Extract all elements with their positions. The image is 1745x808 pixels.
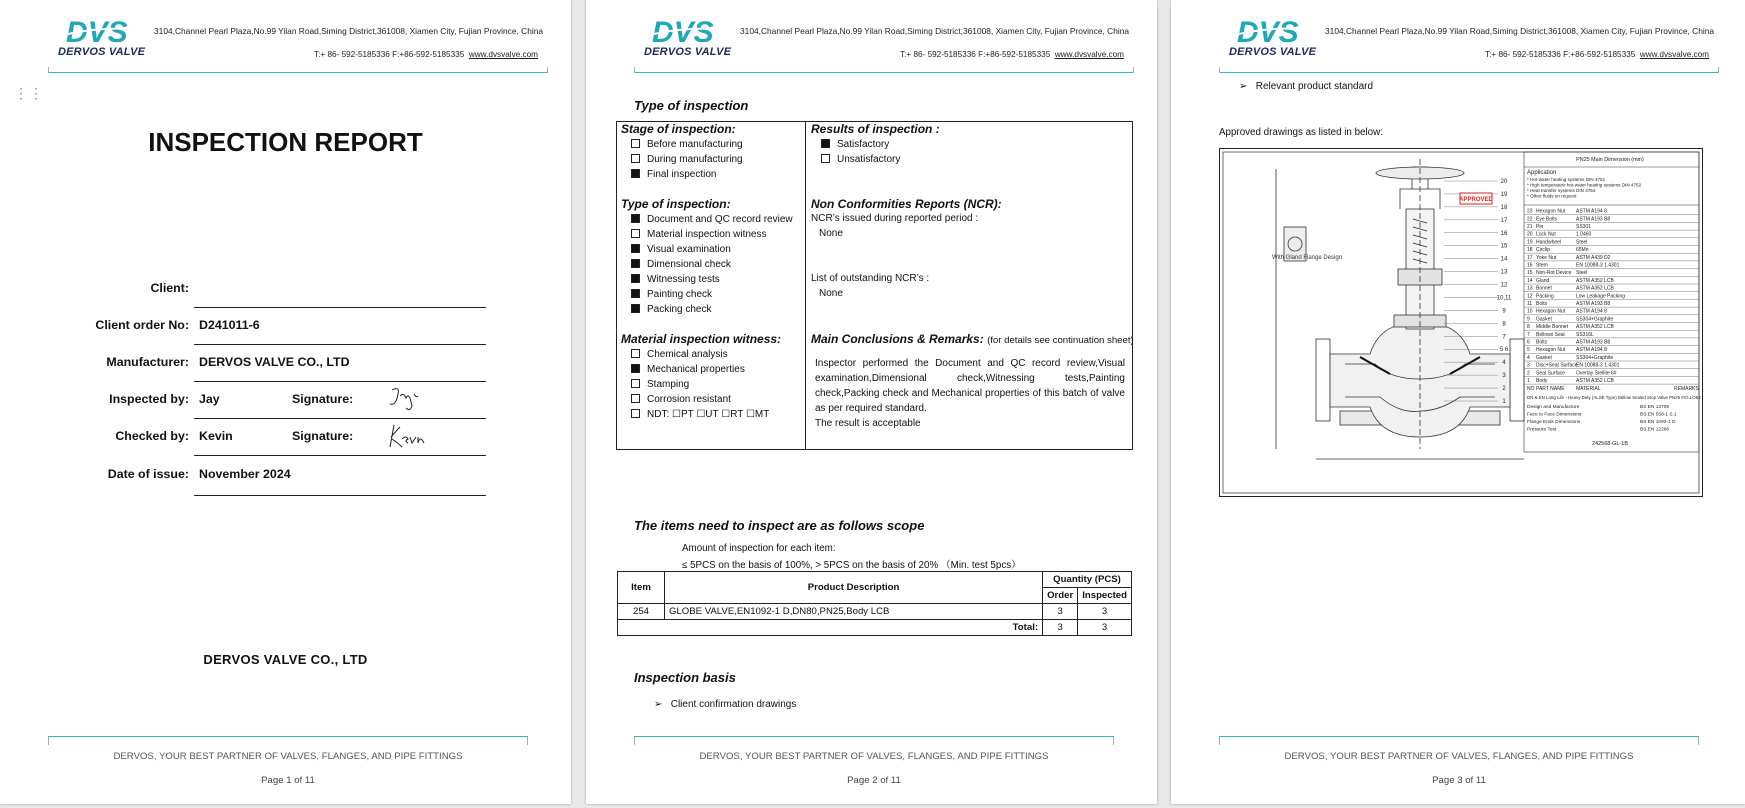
checkbox-icon: [631, 139, 640, 148]
drawing-number: 242568-GL-1B: [1591, 441, 1629, 447]
signature-label: Signature:: [292, 429, 354, 443]
part-number: 10: [1527, 308, 1533, 315]
part-number: 1: [1527, 378, 1530, 384]
signature-label: Signature:: [292, 392, 354, 406]
client-label: Client:: [150, 281, 189, 295]
part-material: Steel: [1576, 270, 1588, 277]
part-material: 1.0460: [1576, 231, 1592, 238]
parts-header-name: PART NAME: [1536, 386, 1565, 393]
part-number: 21: [1527, 224, 1533, 230]
footer-divider: [634, 736, 1114, 737]
svg-text:DVS: DVS: [652, 16, 714, 46]
company-address: 3104,Channel Pearl Plaza,No.99 Yilan Road,Siming District,361008, Xiamen City, Fujian Province, China: [1325, 26, 1715, 36]
part-name: Bellows Seal: [1536, 331, 1565, 338]
dvs-logo-mark: [650, 16, 730, 46]
spec-value: BS EN 12266: [1640, 427, 1670, 433]
callout-number: 14: [1500, 256, 1508, 263]
part-name: Packing: [1536, 293, 1554, 300]
part-name: Hexagon Nut: [1536, 308, 1566, 315]
dvs-logo-mark: [1235, 16, 1315, 46]
dimension-table-title: PN25 Main Dimension (mm): [1576, 157, 1644, 163]
part-number: 5: [1527, 347, 1530, 354]
part-material: ASTM A193 B8: [1576, 216, 1611, 223]
checkbox-icon: [631, 394, 640, 403]
company-address: 3104,Channel Pearl Plaza,No.99 Yilan Road,Siming District,361008, Xiamen City, Fujian Province, China: [740, 26, 1130, 36]
spec-label: Design and Manufacture: [1527, 405, 1580, 411]
page-header: [58, 14, 544, 76]
amount-label: Amount of inspection for each item:: [682, 543, 836, 554]
footer-slogan: DERVOS, YOUR BEST PARTNER OF VALVES, FLANGES, AND PIPE FITTINGS: [113, 751, 463, 762]
part-name: Eye Bolts: [1536, 216, 1558, 223]
part-material: SS301: [1576, 224, 1592, 230]
conclusion-title: Main Conclusions & Remarks: (for details see continuation sheet): [811, 332, 1134, 346]
col-description: Product Description: [665, 572, 1043, 604]
part-number: 23: [1527, 208, 1533, 215]
part-name: Non-Rot Device: [1536, 270, 1572, 277]
page-footer: [634, 736, 1114, 796]
order-row: [0, 318, 571, 354]
part-material: ASTM A352 LCB: [1576, 277, 1614, 284]
part-material: ASTM A193 B8: [1576, 301, 1611, 307]
results-title: Results of inspection :: [811, 122, 940, 136]
field-underline: [194, 307, 486, 308]
drawings-intro: Approved drawings as listed in below:: [1219, 127, 1383, 138]
company-name: DERVOS VALVE CO., LTD: [203, 652, 368, 667]
part-name: Hexagon Nut: [1536, 208, 1566, 215]
callout-number: 10,11: [1496, 295, 1512, 302]
part-name: Bonnet: [1536, 285, 1552, 292]
company-contact: T:+ 86- 592-5185336 F:+86-592-5185335 www.dvsvalve.com: [900, 50, 1124, 59]
part-number: 13: [1527, 285, 1533, 292]
part-name: Pin: [1536, 224, 1544, 230]
part-name: Circlip: [1536, 247, 1550, 254]
checkbox-satisfactory[interactable]: Satisfactory: [821, 138, 889, 152]
website-link[interactable]: www.dvsvalve.com: [468, 50, 538, 59]
checkbox-checked-icon: [631, 364, 640, 373]
part-name: Stem: [1536, 262, 1548, 269]
checkbox-packing-check[interactable]: Packing check: [631, 303, 711, 317]
part-number: 20: [1527, 231, 1533, 238]
part-material: EN 10088-3 1.4301: [1576, 362, 1620, 369]
part-material: Steel: [1576, 239, 1588, 246]
brand-name: DERVOS VALVE: [644, 46, 732, 58]
part-number: 19: [1527, 239, 1533, 246]
checked-row: [0, 429, 571, 465]
column-divider: [805, 122, 806, 449]
spec-value: BS EN 13709: [1640, 405, 1670, 411]
checkbox-icon: [631, 349, 640, 358]
header-divider: [634, 72, 1134, 73]
part-material: ASTM A439 D2: [1576, 254, 1611, 261]
part-number: 11: [1527, 301, 1533, 307]
spec-label: Pressure Test: [1527, 427, 1557, 433]
checkbox-final-inspection[interactable]: Final inspection: [631, 168, 716, 182]
checkbox-icon: [631, 379, 640, 388]
col-item: Item: [618, 572, 665, 604]
part-material: ASTM A352 LCB: [1576, 285, 1614, 292]
checkbox-checked-icon: [631, 169, 640, 178]
order-label: Client order No:: [95, 318, 189, 332]
section-title-type-of-inspection: Type of inspection: [634, 98, 749, 113]
part-material: ASTM A352 LCB: [1576, 324, 1614, 331]
checkbox-material-witness[interactable]: Material inspection witness: [631, 228, 767, 242]
application-title: Application: [1527, 170, 1557, 176]
checkbox-checked-icon: [631, 214, 640, 223]
basis-item: ➢ Client confirmation drawings: [654, 699, 797, 710]
scope-table: [617, 571, 1132, 636]
col-inspected: Inspected: [1078, 588, 1132, 604]
checkbox-corrosion-resistant[interactable]: Corrosion resistant: [631, 393, 731, 407]
spec-value: BS EN 1092-1 D: [1640, 420, 1676, 426]
page-3: [1171, 0, 1745, 804]
part-number: 7: [1527, 331, 1530, 338]
footer-divider: [1219, 736, 1699, 737]
part-number: 17: [1527, 254, 1533, 261]
part-name: Bolts: [1536, 339, 1548, 346]
inspected-value: Jay: [199, 392, 220, 406]
page-number: Page 3 of 11: [1432, 775, 1486, 786]
checkbox-checked-icon: [631, 274, 640, 283]
checkbox-dimensional-check[interactable]: Dimensional check: [631, 258, 731, 272]
part-number: 16: [1527, 262, 1533, 269]
part-name: Middle Bonnet: [1536, 324, 1568, 331]
page-header: [1229, 14, 1715, 76]
company-logo: [1229, 14, 1321, 64]
manufacturer-row: [0, 355, 571, 391]
part-number: 14: [1527, 277, 1533, 284]
checkbox-checked-icon: [821, 139, 830, 148]
part-name: Lock Nut: [1536, 231, 1556, 238]
ncr-issued-label: NCR’s issued during reported period :: [811, 213, 979, 224]
part-material: ASTM A193 B8: [1576, 339, 1611, 346]
spec-list: [1527, 395, 1701, 433]
page-number: Page 2 of 11: [847, 775, 901, 786]
callout-number: 2: [1502, 386, 1506, 393]
type-title: Type of inspection:: [621, 197, 731, 211]
checkbox-painting-check[interactable]: Painting check: [631, 288, 712, 302]
part-number: 12: [1527, 293, 1533, 300]
footer-slogan: DERVOS, YOUR BEST PARTNER OF VALVES, FLANGES, AND PIPE FITTINGS: [699, 751, 1049, 762]
brand-name: DERVOS VALVE: [1229, 46, 1317, 58]
callout-number: 19: [1500, 191, 1508, 198]
manufacturer-value: DERVOS VALVE CO., LTD: [199, 355, 350, 369]
part-name: Disc+Seat Surface: [1536, 362, 1578, 369]
checkbox-witnessing-tests[interactable]: Witnessing tests: [631, 273, 720, 287]
checkbox-before-manufacturing[interactable]: Before manufacturing: [631, 138, 743, 152]
report-title: INSPECTION REPORT: [148, 127, 423, 157]
part-material: SS316L: [1576, 331, 1594, 338]
part-material: 65Mn: [1576, 247, 1589, 254]
drag-handle-icon[interactable]: ⋮⋮: [14, 85, 44, 101]
part-number: 9: [1527, 316, 1530, 323]
order-value: D241011-6: [199, 318, 260, 332]
parts-header-no: NO: [1527, 386, 1535, 393]
callout-number: 16: [1500, 230, 1508, 237]
table-row: 254 GLOBE VALVE,EN1092-1 D,DN80,PN25,Body LCB 3 3: [618, 604, 1132, 620]
svg-text:APPROVED: APPROVED: [1459, 197, 1493, 203]
spec-label: Flange Ends Dimensions: [1527, 420, 1581, 426]
ncr-title: Non Conformities Reports (NCR):: [811, 197, 1002, 211]
website-link[interactable]: www.dvsvalve.com: [1054, 50, 1124, 59]
checkbox-mechanical-properties[interactable]: Mechanical properties: [631, 363, 745, 377]
spec-value: BS EN 558-1 S.1: [1640, 412, 1677, 418]
section-title-scope: The items need to inspect are as follows scope: [634, 518, 925, 533]
checkbox-checked-icon: [631, 244, 640, 253]
approved-stamp: [1459, 193, 1493, 204]
part-name: Gasket: [1536, 354, 1552, 361]
callout-number: 8: [1502, 321, 1506, 328]
part-material: EN 10088-3 1.4301: [1576, 262, 1620, 269]
checked-value: Kevin: [199, 429, 233, 443]
field-underline: [194, 495, 486, 496]
part-name: Body: [1536, 378, 1548, 384]
part-name: Gland: [1536, 277, 1550, 284]
parts-header-remarks: REMARKS: [1674, 386, 1699, 393]
gland-flange-label: With Gland Flange Design: [1272, 255, 1343, 261]
part-number: 3: [1527, 362, 1530, 369]
website-link[interactable]: www.dvsvalve.com: [1639, 50, 1709, 59]
part-name: Gasket: [1536, 316, 1552, 323]
part-material: Low Leakage Packing: [1576, 293, 1625, 300]
amount-rule: ≤ 5PCS on the basis of 100%, > 5PCS on the basis of 20% （Min. test 5pcs）: [682, 560, 1021, 571]
page-footer: [48, 736, 528, 796]
conclusion-result: The result is acceptable: [815, 418, 921, 429]
company-contact: T:+ 86- 592-5185336 F:+86-592-5185335 www.dvsvalve.com: [1485, 50, 1709, 59]
signature-kevin-image: [386, 421, 426, 451]
valve-drawing-svg: [1220, 149, 1702, 496]
page-2: [586, 0, 1157, 804]
checkbox-icon: [821, 154, 830, 163]
part-material: ASTM A194 8: [1576, 208, 1607, 215]
valve-drawing: [1219, 148, 1703, 497]
part-number: 8: [1527, 324, 1530, 331]
arrow-bullet-icon: ➢: [654, 699, 663, 710]
parts-list: [1524, 209, 1699, 393]
header-divider: [48, 72, 548, 73]
inspected-row: [0, 392, 571, 428]
col-order: Order: [1043, 588, 1078, 604]
page-1: [0, 0, 571, 804]
spec-title: DN & EN Long Life - Heavy Duty (ALSE Type) Bellow Sealed Stop Valve PN25 FIG.LO62: [1527, 395, 1701, 401]
part-material: ASTM A352 LCB: [1576, 378, 1614, 384]
callout-number: 9: [1502, 308, 1506, 315]
date-row: [0, 467, 571, 503]
client-row: [0, 281, 571, 317]
checkbox-checked-icon: [631, 304, 640, 313]
checkbox-visual-examination[interactable]: Visual examination: [631, 243, 731, 257]
callout-number: 18: [1500, 204, 1508, 211]
callout-number: 20: [1500, 179, 1508, 185]
page-number: Page 1 of 11: [261, 775, 315, 786]
svg-text:DVS: DVS: [66, 16, 128, 46]
company-address: 3104,Channel Pearl Plaza,No.99 Yilan Road,Siming District,361008, Xiamen City, Fujian Province, China: [154, 26, 544, 36]
spec-label: Face to Face Dimensions: [1527, 412, 1582, 418]
part-name: Handwheel: [1536, 239, 1562, 246]
svg-text:DVS: DVS: [1237, 16, 1299, 46]
section-title-basis: Inspection basis: [634, 670, 736, 685]
part-material: ASTM A194 8: [1576, 308, 1607, 315]
header-divider: [1219, 72, 1719, 73]
application-line: * High temperature hot-water heating systems DIN 4752: [1527, 182, 1642, 188]
part-material: SS304+Graphite: [1576, 354, 1614, 361]
checkbox-chemical-analysis[interactable]: Chemical analysis: [631, 348, 728, 362]
col-quantity: Quantity (PCS): [1043, 572, 1132, 588]
company-contact: T:+ 86- 592-5185336 F:+86-592-5185335 www.dvsvalve.com: [314, 50, 538, 59]
checkbox-ndt[interactable]: NDT: ☐PT ☐UT ☐RT ☐MT: [631, 408, 769, 422]
part-name: Hexagon Nut: [1536, 347, 1566, 354]
part-material: Overlay Stellite 6#: [1576, 370, 1617, 377]
checkbox-checked-icon: [631, 259, 640, 268]
basis-item: ➢ Relevant product standard: [1239, 81, 1374, 92]
part-number: 4: [1527, 354, 1530, 361]
brand-name: DERVOS VALVE: [58, 46, 146, 58]
checked-label: Checked by:: [115, 429, 189, 443]
part-name: Seat Surface: [1536, 370, 1565, 377]
application-line: * Heat transfer systems DIN 4754: [1527, 188, 1596, 193]
callout-number: 1: [1502, 399, 1506, 405]
checkbox-during-manufacturing[interactable]: During manufacturing: [631, 153, 743, 167]
ncr-outstanding-label: List of outstanding NCR’s :: [811, 273, 930, 284]
material-title: Material inspection witness:: [621, 332, 782, 346]
part-number: 18: [1527, 247, 1533, 254]
part-material: ASTM A194 8: [1576, 347, 1607, 354]
footer-slogan: DERVOS, YOUR BEST PARTNER OF VALVES, FLANGES, AND PIPE FITTINGS: [1284, 751, 1634, 762]
checkbox-checked-icon: [631, 289, 640, 298]
signature-jay-image: [386, 384, 426, 414]
total-row: Total: 3 3: [618, 620, 1132, 636]
company-logo: [644, 14, 736, 64]
field-underline: [194, 418, 486, 419]
part-number: 2: [1527, 370, 1530, 377]
parts-header-material: MATERIAL: [1576, 386, 1601, 393]
page-header: [644, 14, 1130, 76]
checkbox-icon: [631, 154, 640, 163]
inspected-label: Inspected by:: [109, 392, 189, 406]
callout-number: 13: [1500, 269, 1508, 276]
checkbox-icon: [631, 409, 640, 418]
checkbox-document-review[interactable]: Document and QC record review: [631, 213, 793, 227]
callout-number: 15: [1500, 243, 1508, 250]
checkbox-icon: [631, 229, 640, 238]
field-underline: [194, 344, 486, 345]
application-line: * Hot-water heating systems DIN 4751: [1527, 177, 1606, 182]
part-name: Bolts: [1536, 301, 1548, 307]
callout-number: 17: [1500, 217, 1508, 224]
company-logo: [58, 14, 150, 64]
page-footer: [1219, 736, 1699, 796]
checkbox-stamping[interactable]: Stamping: [631, 378, 689, 392]
stage-title: Stage of inspection:: [621, 122, 736, 136]
date-value: November 2024: [199, 467, 291, 481]
field-underline: [194, 455, 486, 456]
arrow-bullet-icon: ➢: [1239, 81, 1248, 92]
callout-number: 7: [1502, 334, 1506, 341]
callout-number: 3: [1502, 373, 1506, 380]
callout-number: 4: [1502, 360, 1506, 367]
dvs-logo-mark: [64, 16, 144, 46]
manufacturer-label: Manufacturer:: [106, 355, 189, 369]
callout-number: 12: [1500, 282, 1508, 289]
part-number: 15: [1527, 270, 1533, 277]
callout-number: 5 6: [1499, 347, 1509, 354]
application-line: * Other fluids on request: [1527, 193, 1577, 199]
part-number: 22: [1527, 216, 1533, 223]
inspection-box: [616, 121, 1133, 450]
part-name: Yoke Nut: [1536, 254, 1557, 261]
field-underline: [194, 381, 486, 382]
conclusion-text: Inspector performed the Document and QC record review,Visual examination,Dimensional check,Witnessing tests,Painting check,Packing check and Mechanical properties of this batch of valve as per required standard. The result is acceptable: [815, 358, 1125, 429]
ncr-issued-value: None: [819, 228, 843, 239]
part-number: 6: [1527, 339, 1530, 346]
checkbox-unsatisfactory[interactable]: Unsatisfactory: [821, 153, 900, 167]
footer-divider: [48, 736, 528, 737]
application-lines: [1527, 177, 1642, 199]
part-material: SS304+Graphite: [1576, 316, 1614, 323]
date-label: Date of issue:: [107, 467, 189, 481]
ncr-outstanding-value: None: [819, 288, 843, 299]
